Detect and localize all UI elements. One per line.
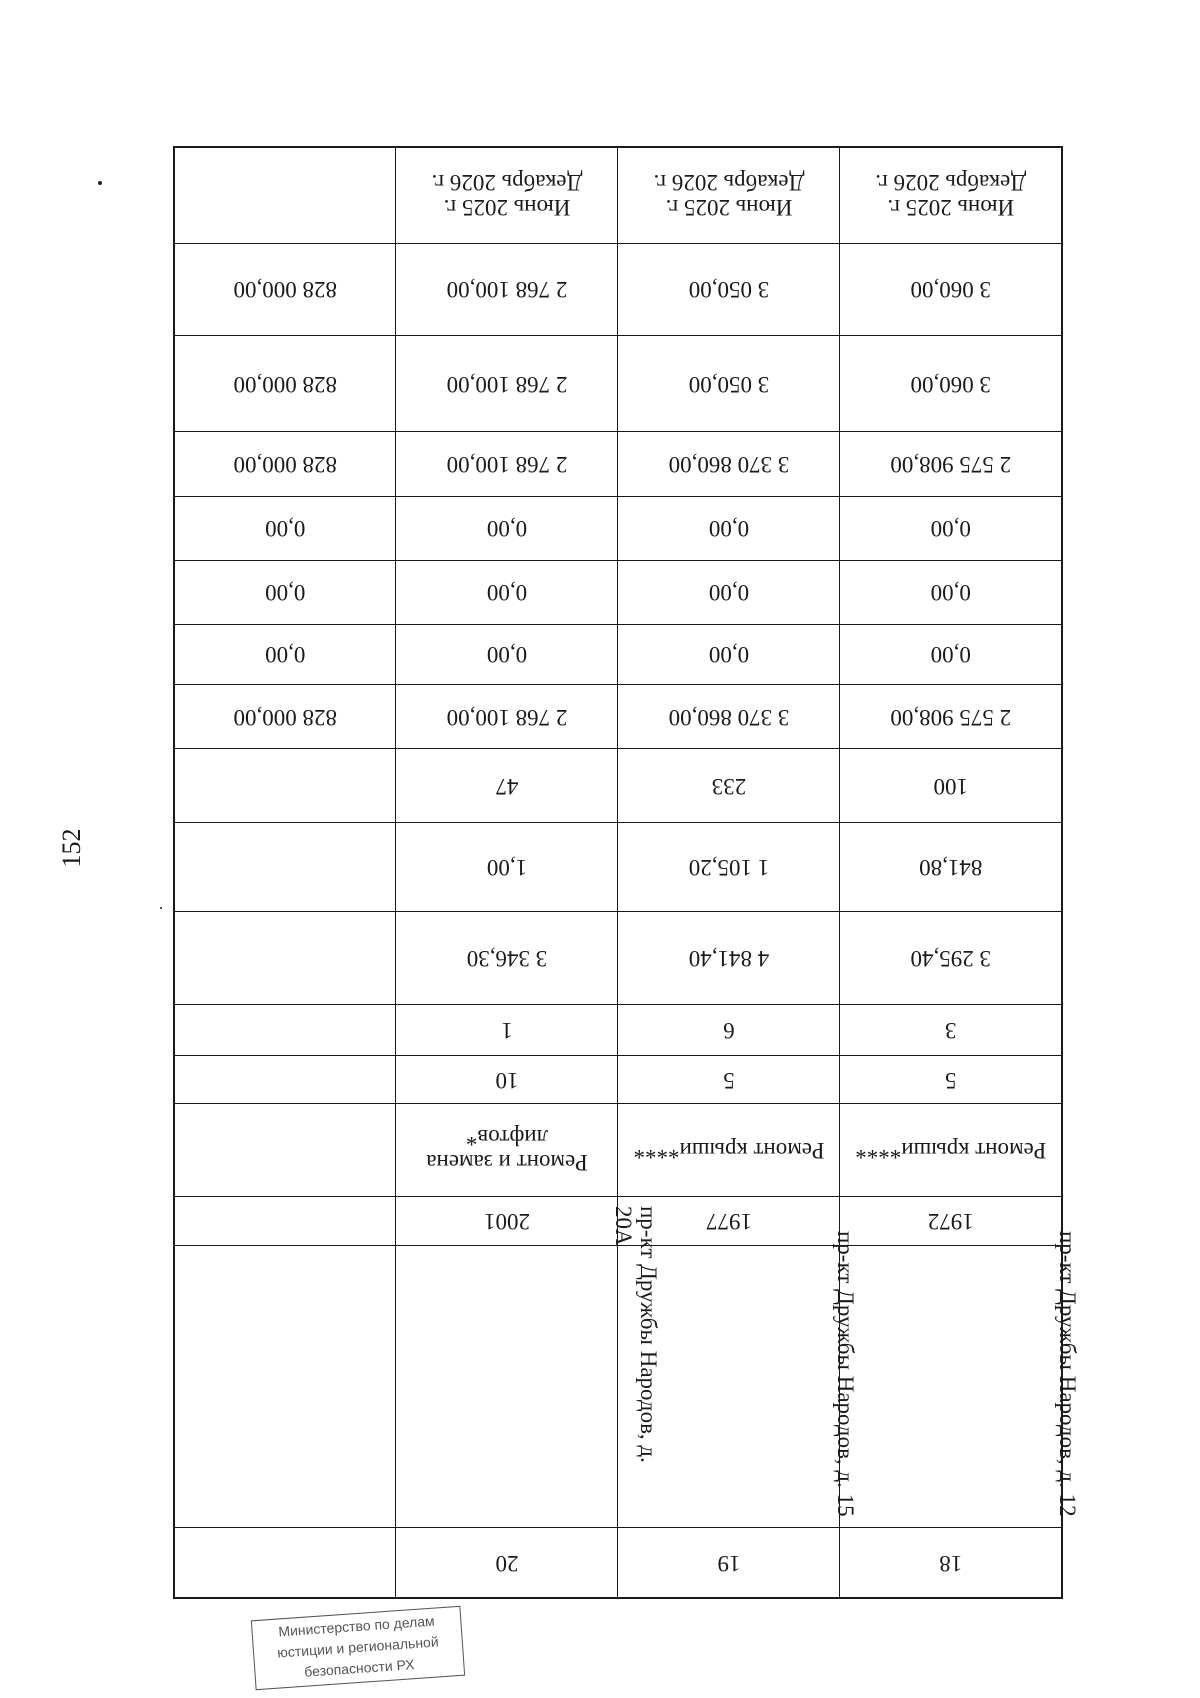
address-cell xyxy=(840,1230,1080,1528)
residents-count: 100 xyxy=(840,749,1062,823)
row-number: 20 xyxy=(396,1528,618,1598)
total-area: 4 841,40 xyxy=(618,911,840,1004)
floors-count: 10 xyxy=(396,1056,618,1104)
entrances-count: 6 xyxy=(618,1004,840,1055)
empty-cell xyxy=(174,1197,396,1245)
period-start: Июнь 2025 г. xyxy=(443,195,571,221)
entrances-count: 3 xyxy=(840,1004,1062,1055)
commission-year: 2001 xyxy=(396,1197,618,1245)
owners-funds: 2 575 908,00 xyxy=(840,432,1062,496)
total-area: 3 295,40 xyxy=(840,911,1062,1004)
ministry-stamp xyxy=(251,1606,465,1690)
funds-source-1: 0,00 xyxy=(618,624,840,684)
funds-source-2: 0,00 xyxy=(840,560,1062,624)
unit-cost-sum: 828 000,00 xyxy=(174,336,396,432)
work-type: Ремонт крыши**** xyxy=(840,1104,1062,1197)
work-type: Ремонт крыши**** xyxy=(618,1104,840,1197)
cost-total: 3 370 860,00 xyxy=(618,685,840,749)
funds-source-2: 0,00 xyxy=(618,560,840,624)
cost-total-sum: 828 000,00 xyxy=(174,685,396,749)
period-start: Июнь 2025 г. xyxy=(665,195,793,221)
empty-cell xyxy=(174,1104,396,1197)
unit-cost: 2 768 100,00 xyxy=(396,336,618,432)
period-end: Декабрь 2026 г. xyxy=(653,170,805,196)
funds-source-3: 0,00 xyxy=(840,496,1062,560)
unit-cost: 3 050,00 xyxy=(618,336,840,432)
floors-count: 5 xyxy=(618,1056,840,1104)
cost-total: 2 768 100,00 xyxy=(396,685,618,749)
commission-year: 1977 xyxy=(618,1197,840,1245)
completion-period xyxy=(396,147,618,243)
work-type: Ремонт и замена лифтов* xyxy=(396,1104,618,1197)
address: пр-кт Дружбы Народов, д. 12 xyxy=(1055,1230,1080,1517)
cost-total: 2 575 908,00 xyxy=(840,685,1062,749)
commission-year: 1972 xyxy=(840,1197,1062,1245)
unit-cost: 3 060,00 xyxy=(840,336,1062,432)
empty-cell xyxy=(174,1528,396,1598)
max-unit-cost: 3 060,00 xyxy=(840,243,1062,335)
page-number: 152 xyxy=(57,828,86,868)
row-number: 19 xyxy=(618,1528,840,1598)
period-start: Июнь 2025 г. xyxy=(887,195,1015,221)
empty-cell xyxy=(174,1245,396,1528)
residents-count: 233 xyxy=(618,749,840,823)
stamp-line: Министерство по делам xyxy=(277,1612,436,1640)
max-unit-cost: 2 768 100,00 xyxy=(396,243,618,335)
repair-program-table xyxy=(175,146,1080,1599)
funds-source-2: 0,00 xyxy=(396,560,618,624)
funds-source-2-sum: 0,00 xyxy=(174,560,396,624)
row-number: 18 xyxy=(840,1528,1062,1598)
completion-period xyxy=(618,147,840,243)
stamp-line: безопасности РХ xyxy=(303,1656,416,1680)
period-end: Декабрь 2026 г. xyxy=(875,170,1027,196)
entrances-count: 1 xyxy=(396,1004,618,1055)
max-unit-cost-sum: 828 000,00 xyxy=(174,243,396,335)
funds-source-1: 0,00 xyxy=(840,624,1062,684)
floors-count: 5 xyxy=(840,1056,1062,1104)
empty-cell xyxy=(174,1056,396,1104)
empty-cell xyxy=(174,147,396,243)
funds-source-1: 0,00 xyxy=(396,624,618,684)
area-value: 841,80 xyxy=(840,823,1062,911)
funds-source-3: 0,00 xyxy=(618,496,840,560)
empty-cell xyxy=(174,1004,396,1055)
empty-cell xyxy=(174,749,396,823)
dot-mark xyxy=(98,181,102,185)
stamp-line: юстиции и региональной xyxy=(276,1633,440,1661)
funds-source-1-sum: 0,00 xyxy=(174,624,396,684)
residents-count: 47 xyxy=(396,749,618,823)
address: пр-кт Дружбы Народов, д. 20А xyxy=(611,1205,662,1463)
address: пр-кт Дружбы Народов, д. 15 xyxy=(833,1230,859,1517)
owners-funds: 2 768 100,00 xyxy=(396,432,618,496)
empty-cell xyxy=(174,911,396,1004)
funds-source-3: 0,00 xyxy=(396,496,618,560)
area-value: 1,00 xyxy=(396,823,618,911)
total-area: 3 346,30 xyxy=(396,911,618,1004)
owners-funds-sum: 828 000,00 xyxy=(174,432,396,496)
completion-period xyxy=(840,147,1062,243)
funds-source-3-sum: 0,00 xyxy=(174,496,396,560)
owners-funds: 3 370 860,00 xyxy=(618,432,840,496)
area-value: 1 105,20 xyxy=(618,823,840,911)
empty-cell xyxy=(174,823,396,911)
max-unit-cost: 3 050,00 xyxy=(618,243,840,335)
dot-mark-small xyxy=(160,907,162,909)
period-end: Декабрь 2026 г. xyxy=(431,170,583,196)
